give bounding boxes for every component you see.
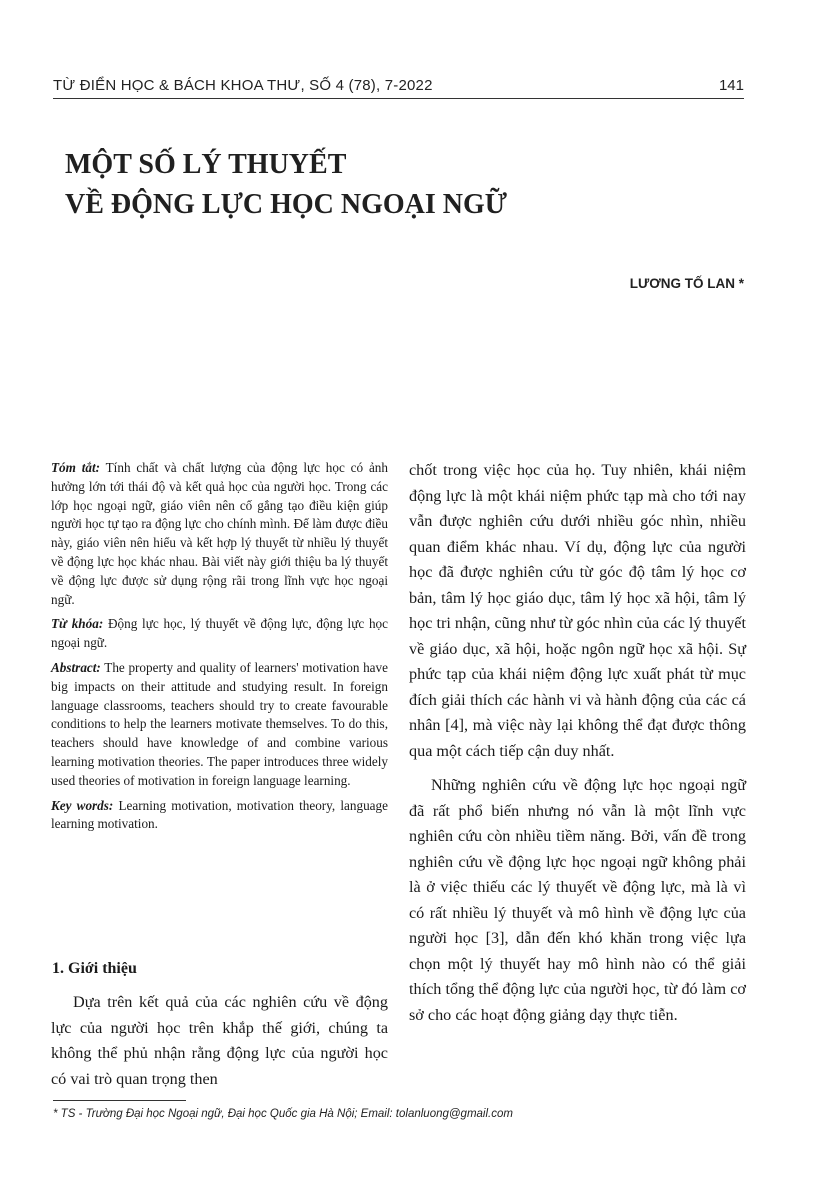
abstract-en-label: Abstract: (51, 659, 101, 675)
abstract-vi (51, 459, 388, 609)
right-column-body (409, 458, 746, 1028)
abstract-vi-text: Tính chất và chất lượng của động lực học có ảnh hưởng lớn tới thái độ và kết quả học của người học. Trong các lớp học ngoại ngữ, giáo viên nên cố gắng tạo điều kiện giúp người học tự tạo ra động lực cho chính mình. Để làm được điều này, giáo viên nên hiểu và kết hợp lý thuyết từ nhiều lý thuyết về động lực học khác nhau. Bài viết này giới thiệu ba lý thuyết về động lực được sử dụng rộng rãi trong lĩnh vực học ngoại ngữ. (51, 460, 388, 607)
keywords-vi (51, 615, 388, 653)
article-title (65, 145, 507, 225)
keywords-en-label: Key words: (51, 797, 114, 813)
abstract-en (51, 659, 388, 791)
running-header (53, 74, 744, 98)
keywords-en-text: Learning motivation, motivation theory, language learning motivation. (51, 797, 388, 832)
author-footnote: * TS - Trường Đại học Ngoại ngữ, Đại học Quốc gia Hà Nội; Email: tolanluong@gmail.com (53, 1108, 513, 1120)
page-number: 141 (718, 77, 744, 94)
title-line-1: MỘT SỐ LÝ THUYẾT (65, 149, 347, 180)
keywords-vi-label: Từ khóa: (51, 616, 104, 632)
paragraph-1-start: Dựa trên kết quả của các nghiên cứu về động lực của người học trên khắp thế giới, chúng ta không thể phủ nhận rằng động lực của người học có vai trò quan trọng then (51, 993, 388, 1088)
keywords-en (51, 797, 388, 835)
paragraph-2: Những nghiên cứu về động lực học ngoại ngữ đã rất phổ biến nhưng nó vẫn là một lĩnh vực nghiên cứu còn nhiều tiềm năng. Bởi, vấn đề trong nghiên cứu về động lực học ngoại ngữ không phải là ở việc thiếu các lý thuyết về động lực, mà là vì có rất nhiều lý thuyết và mô hình về động lực của người học [3], dẫn đến khó khăn trong việc lựa chọn một lý thuyết hay mô hình nào có thể giải thích tổng thể động lực của người học, từ đó làm cơ sở cho các hoạt động giảng dạy thực tiễn. (409, 776, 746, 1024)
author-name: LƯƠNG TỐ LAN * (629, 276, 744, 291)
abstract-vi-label: Tóm tắt: (51, 460, 101, 475)
footnote-rule (53, 1100, 186, 1101)
section-heading: 1. Giới thiệu (52, 960, 137, 977)
paragraph-1-continued: chốt trong việc học của họ. Tuy nhiên, khái niệm động lực là một khái niệm phức tạp mà cho tới nay vẫn được nghiên cứu dưới nhiều góc nhìn, nhiều quan điểm khác nhau. Ví dụ, động lực của người học đã được nghiên cứu từ góc độ tâm lý học cơ bản, tâm lý học giáo dục, tâm lý học xã hội, tâm lý học tri nhận, cũng như từ góc nhìn của các lý thuyết về giáo dục, xã hội, hoặc ngôn ngữ học xã hội. Sự phức tạp của khái niệm động lực xuất phát từ mục đích giải thích các hành vi và hành động của các cá nhân [4], mà việc này lại không thể đạt được thông qua một cách tiếp cận duy nhất. (409, 461, 746, 760)
abstract-en-text: The property and quality of learners' motivation have big impacts on their attitude and studying result. In foreign language classrooms, teachers should try to create favourable conditions to help the learners motivate themselves. To do this, teachers should have knowledge of and combine various learning motivation theories. The paper introduces three widely used theories of motivation in foreign language learning. (51, 659, 388, 788)
journal-title: TỪ ĐIỂN HỌC & BÁCH KHOA THƯ, SỐ 4 (78), 7-2022 (53, 77, 433, 94)
abstract-block (51, 459, 388, 840)
keywords-vi-text: Động lực học, lý thuyết về động lực, động lực học ngoại ngữ. (51, 616, 388, 651)
header-rule (53, 98, 744, 99)
left-column-body (51, 990, 388, 1092)
title-line-2: VỀ ĐỘNG LỰC HỌC NGOẠI NGỮ (65, 189, 508, 220)
